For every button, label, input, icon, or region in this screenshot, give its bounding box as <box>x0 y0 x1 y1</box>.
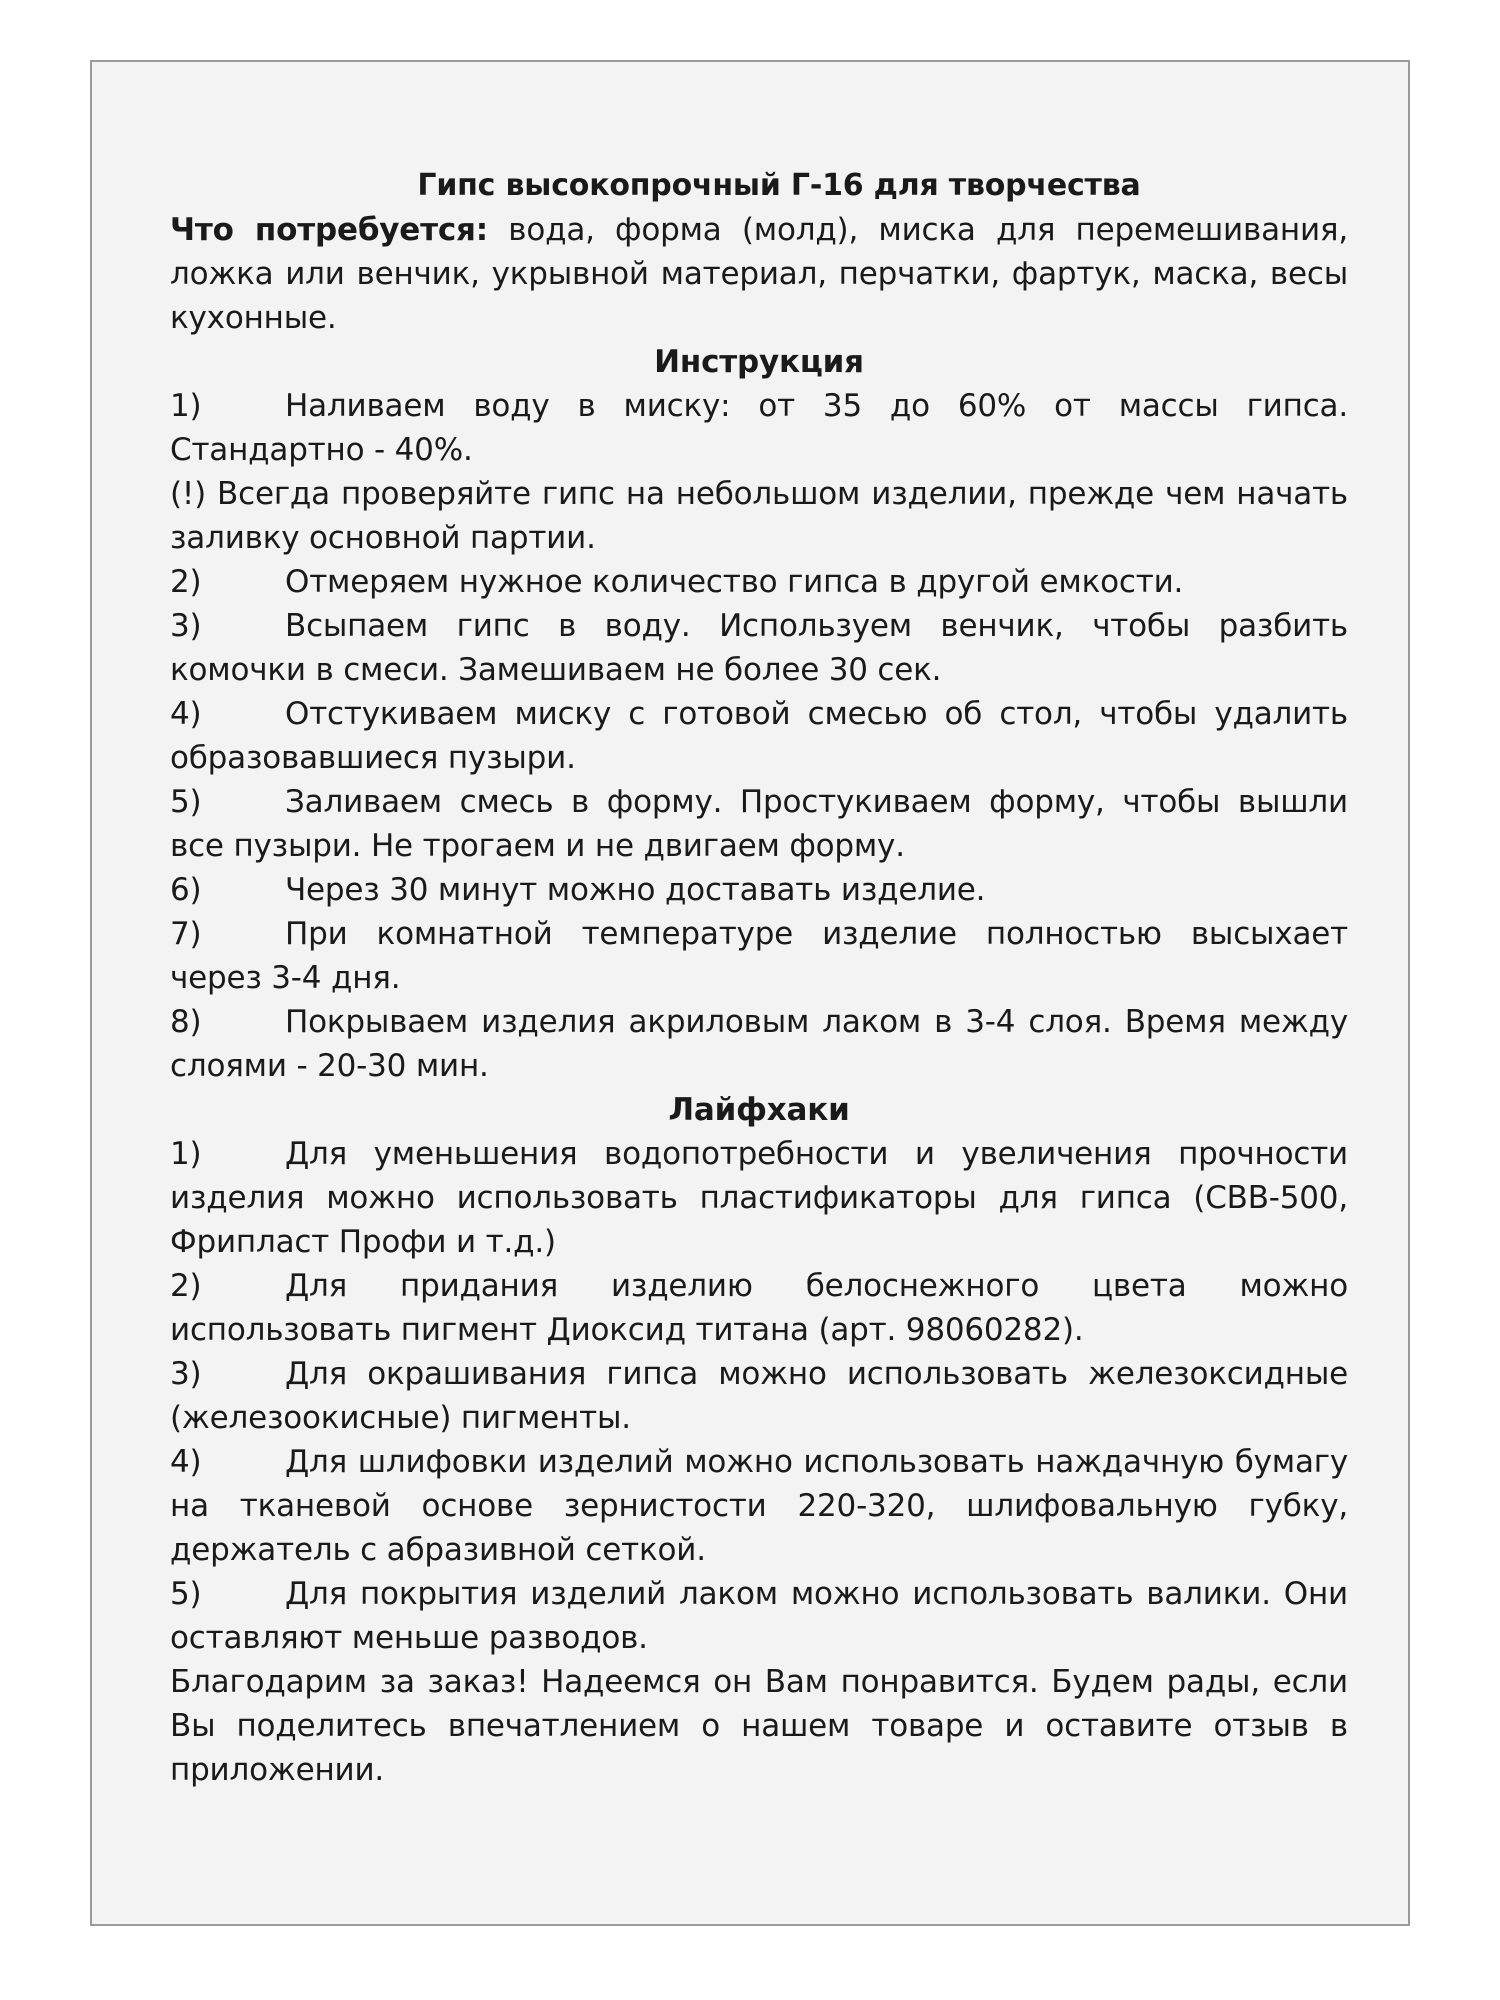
item-number: 2) <box>170 1268 202 1304</box>
needed-label: Что потребуется: <box>170 212 488 248</box>
item-number: 4) <box>170 696 202 732</box>
instructions-list <box>170 384 1348 1088</box>
item-text: Для окрашивания гипса можно использовать железоксидные (железоокисные) пигменты. <box>170 1356 1348 1436</box>
document-title: Гипс высокопрочный Г-16 для творчества <box>417 168 1141 203</box>
item-text: При комнатной температуре изделие полностью высыхает через 3-4 дня. <box>170 916 1348 996</box>
instruction-item <box>170 868 1348 912</box>
item-number: 4) <box>170 1444 202 1480</box>
lifehacks-list <box>170 1132 1348 1660</box>
item-number: 8) <box>170 1004 202 1040</box>
lifehack-item <box>170 1264 1348 1352</box>
needed-text: вода, форма (молд), миска для перемешивания, ложка или венчик, укрывной материал, перчатки, фартук, маска, весы кухонные. <box>170 212 1348 336</box>
item-text: Для придания изделию белоснежного цвета можно использовать пигмент Диоксид титана (арт. 98060282). <box>170 1268 1348 1348</box>
closing-paragraph: Благодарим за заказ! Надеемся он Вам понравится. Будем рады, если Вы поделитесь впечатлением о нашем товаре и оставите отзыв в приложении. <box>170 1664 1348 1788</box>
item-number: 2) <box>170 564 202 600</box>
instruction-item <box>170 692 1348 780</box>
item-text: Отстукиваем миску с готовой смесью об стол, чтобы удалить образовавшиеся пузыри. <box>170 696 1348 776</box>
item-text: (!) Всегда проверяйте гипс на небольшом изделии, прежде чем начать заливку основной партии. <box>170 476 1348 556</box>
instruction-item <box>170 1000 1348 1088</box>
instruction-sheet <box>90 60 1410 1926</box>
instruction-item <box>170 560 1348 604</box>
instruction-item <box>170 780 1348 868</box>
item-number: 1) <box>170 1136 202 1172</box>
item-number: 3) <box>170 1356 202 1392</box>
needed-paragraph <box>170 208 1348 340</box>
item-text: Заливаем смесь в форму. Простукиваем форму, чтобы вышли все пузыри. Не трогаем и не двигаем форму. <box>170 784 1348 864</box>
lifehack-item <box>170 1440 1348 1572</box>
lifehack-item <box>170 1352 1348 1440</box>
item-text: Наливаем воду в миску: от 35 до 60% от массы гипса. Стандартно - 40%. <box>170 388 1348 468</box>
item-number: 5) <box>170 784 202 820</box>
lifehack-item <box>170 1572 1348 1660</box>
item-number: 3) <box>170 608 202 644</box>
item-text: Через 30 минут можно доставать изделие. <box>285 872 986 908</box>
item-number: 7) <box>170 916 202 952</box>
instructions-heading: Инструкция <box>654 344 864 380</box>
item-text: Отмеряем нужное количество гипса в другой емкости. <box>285 564 1184 600</box>
lifehacks-heading: Лайфхаки <box>668 1092 850 1128</box>
lifehack-item <box>170 1132 1348 1264</box>
instruction-note <box>170 472 1348 560</box>
item-number: 5) <box>170 1576 202 1612</box>
item-text: Для покрытия изделий лаком можно использовать валики. Они оставляют меньше разводов. <box>170 1576 1348 1656</box>
instruction-item <box>170 912 1348 1000</box>
sheet-content <box>170 164 1348 1792</box>
item-text: Покрываем изделия акриловым лаком в 3-4 слоя. Время между слоями - 20-30 мин. <box>170 1004 1348 1084</box>
instruction-item <box>170 604 1348 692</box>
item-number: 1) <box>170 388 202 424</box>
item-text: Всыпаем гипс в воду. Используем венчик, чтобы разбить комочки в смеси. Замешиваем не более 30 сек. <box>170 608 1348 688</box>
item-number: 6) <box>170 872 202 908</box>
item-text: Для уменьшения водопотребности и увеличения прочности изделия можно использовать пластификаторы для гипса (СВВ-500, Фрипласт Профи и т.д.) <box>170 1136 1348 1260</box>
item-text: Для шлифовки изделий можно использовать наждачную бумагу на тканевой основе зернистости 220-320, шлифовальную губку, держатель с абразивной сеткой. <box>170 1444 1348 1568</box>
instruction-item <box>170 384 1348 472</box>
